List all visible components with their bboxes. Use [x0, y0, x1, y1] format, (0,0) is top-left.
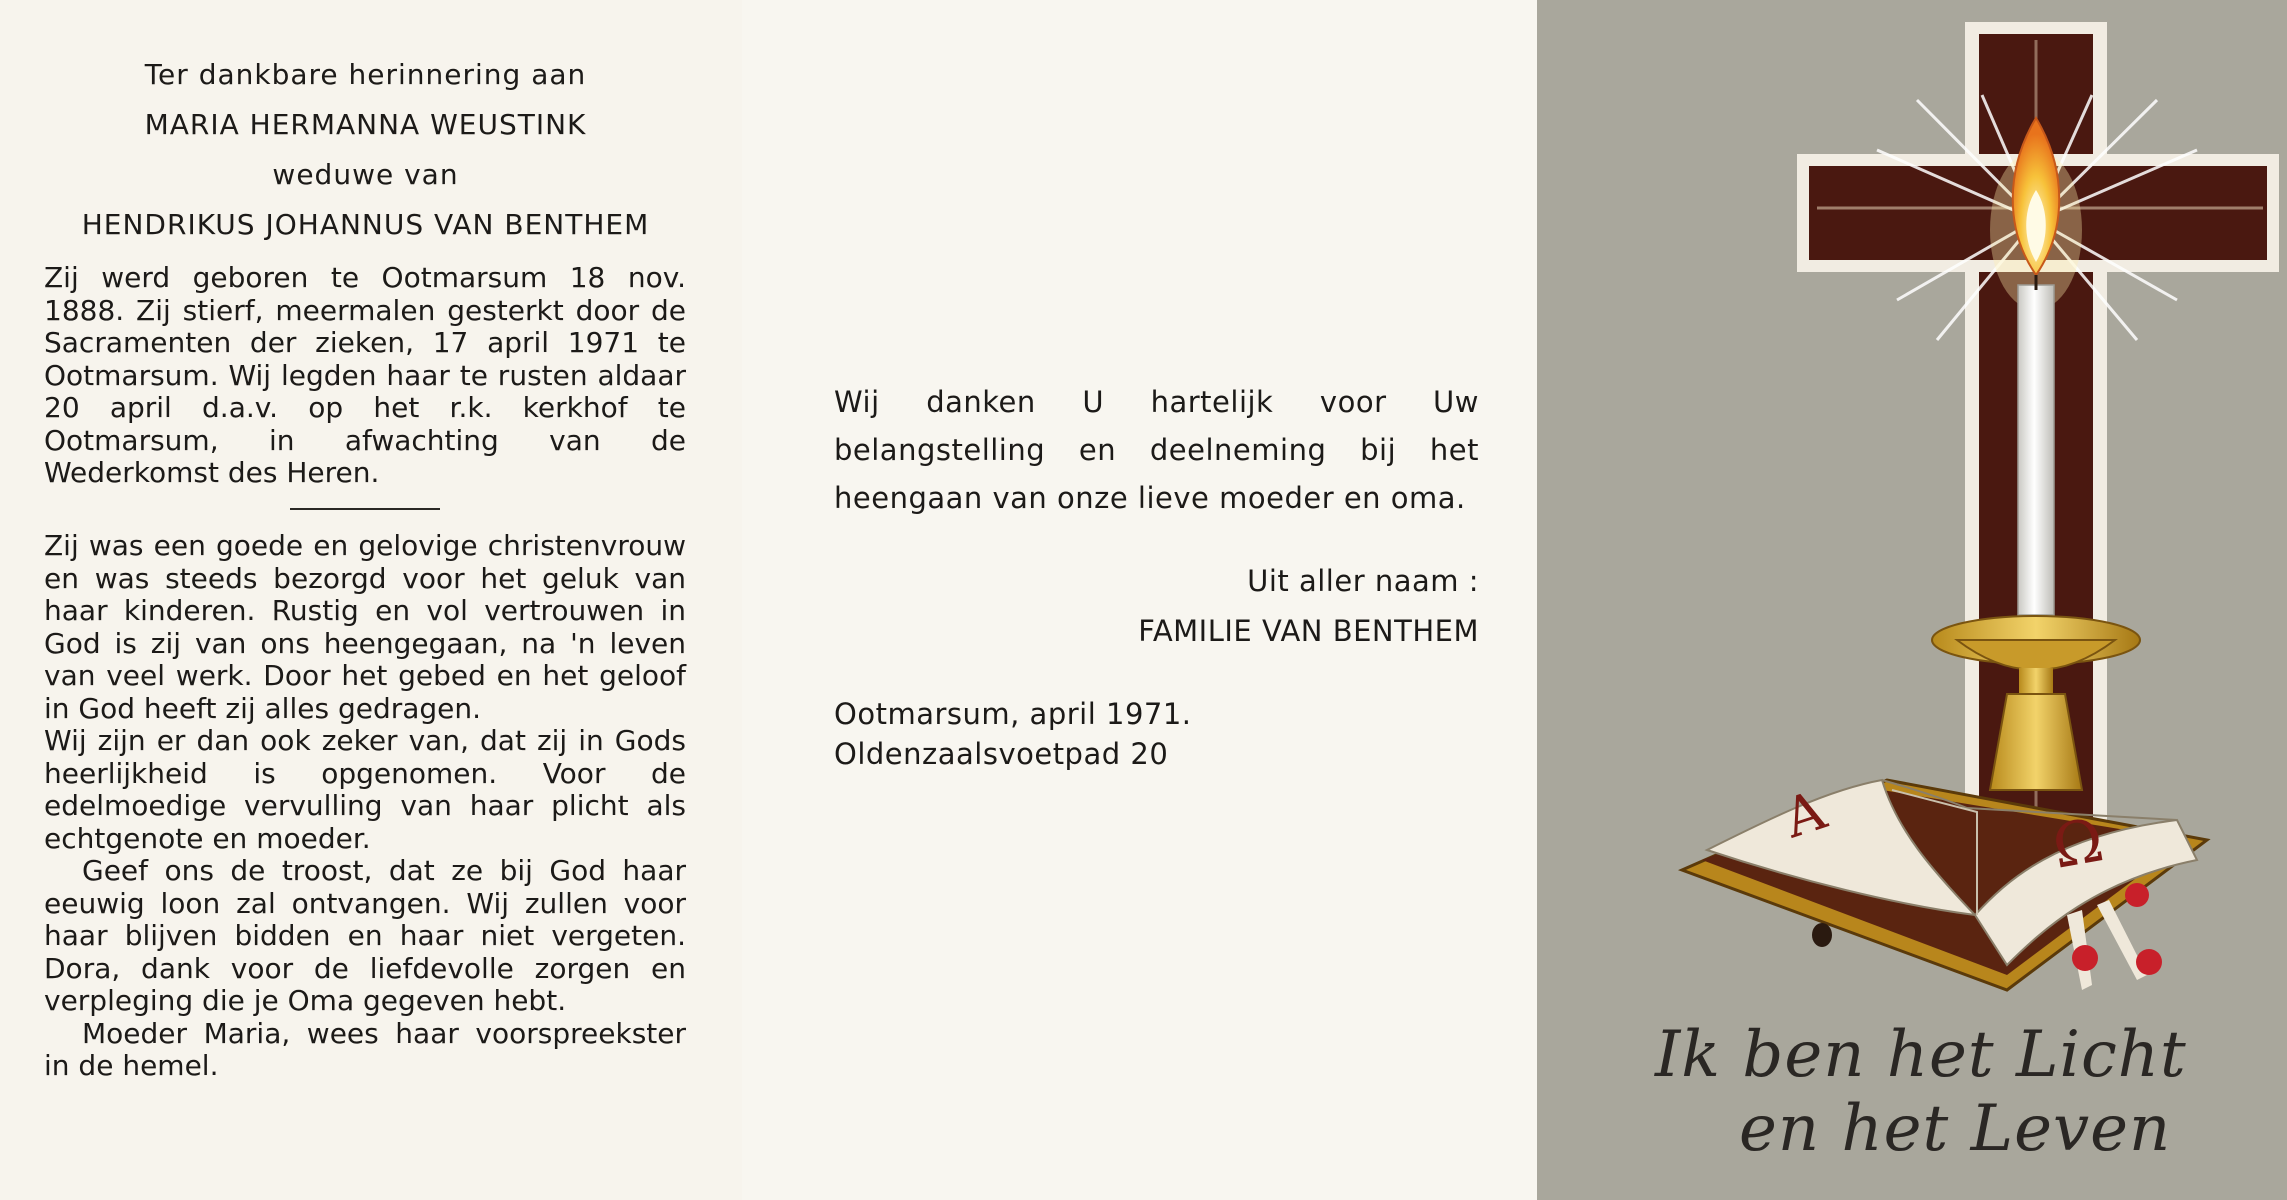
open-book-icon [1682, 780, 2207, 990]
memorial-paragraph-2: Wij zijn er dan ook zeker van, dat zij in Gods heerlijkheid is opgenomen. Voor de edelmoedige vervulling van haar plicht als echtgenote en moeder. [44, 724, 686, 855]
address-line: Oldenzaalsvoetpad 20 [834, 737, 1169, 771]
thanks-block [834, 378, 1479, 522]
illustration-panel [1537, 0, 2287, 1200]
memorial-paragraph-4: Moeder Maria, wees haar voorspreekster in de hemel. [44, 1016, 686, 1082]
deceased-name: MARIA HERMANNA WEUSTINK [144, 108, 587, 141]
family-name: FAMILIE VAN BENTHEM [1138, 614, 1479, 648]
spouse-name: HENDRIKUS JOHANNUS VAN BENTHEM [81, 208, 650, 241]
middle-panel [742, 0, 1537, 1200]
motto-line-1: Ik ben het Licht [1655, 1018, 2187, 1092]
place-date: Ootmarsum, april 1971. [834, 697, 1192, 731]
separator-rule [290, 508, 440, 510]
book-letter-alpha: A [1776, 778, 1834, 851]
memorial-paragraph-1: Zij was een goede en gelovige christenvrouw en was steeds bezorgd voor het geluk van haar kinderen. Rustig en vol vertrouwen in God is zij van ons heengegaan, na 'n leven van veel werk. Door het gebed en het geloof in God heeft zij alles gedragen. [44, 529, 686, 725]
left-panel [0, 0, 742, 1200]
book-letter-omega: Ω [2047, 805, 2109, 883]
biography-text: Zij werd geboren te Ootmarsum 18 nov. 1888. Zij stierf, meermalen gesterkt door de Sacramenten der zieken, 17 april 1971 te Ootmarsum. Wij legden haar te rusten aldaar 20 april d.a.v. op het r.k. kerkhof te Ootmarsum, in afwachting van de Wederkomst des Heren. [44, 261, 686, 489]
motto-line-2: en het Leven [1739, 1092, 2172, 1166]
candle-icon [2018, 275, 2054, 615]
memorial-text-block [44, 530, 686, 1083]
intro-line: Ter dankbare herinnering aan [144, 58, 587, 91]
candlestick-icon [1932, 616, 2140, 790]
thanks-text: Wij danken U hartelijk voor Uw belangstelling en deelneming bij het heengaan van onze lieve moeder en oma. [834, 385, 1479, 515]
biography-block [44, 262, 686, 490]
signoff-line: Uit aller naam : [1247, 564, 1479, 598]
memorial-paragraph-3: Geef ons de troost, dat ze bij God haar eeuwig loon zal ontvangen. Wij zullen voor haar blijven bidden en haar niet vergeten. Dora, dank voor de liefdevolle zorgen en verpleging die je Oma gegeven hebt. [44, 854, 686, 1017]
relation-line: weduwe van [272, 158, 459, 191]
